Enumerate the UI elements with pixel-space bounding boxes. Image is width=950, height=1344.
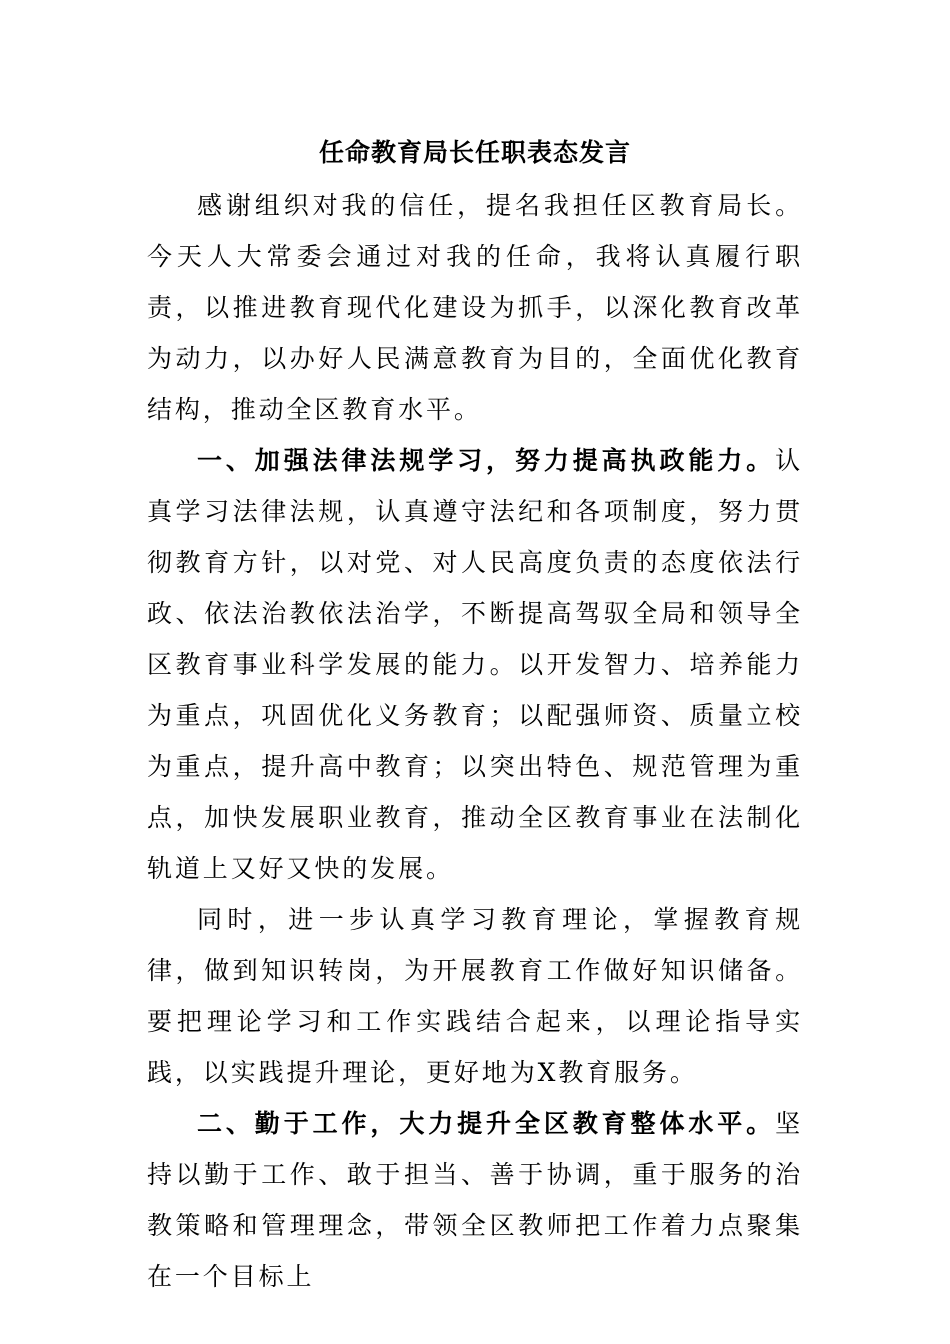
paragraph-section-two (147, 1098, 803, 1302)
paragraph-text: 坚持以勤于工作、敢于担当、善于协调，重于服务的治教策略和管理理念，带领全区教师把工作着力点聚集在一个目标上 (147, 1109, 803, 1291)
paragraph-text: 感谢组织对我的信任，提名我担任区教育局长。今天人大常委会通过对我的任命，我将认真履行职责，以推进教育现代化建设为抓手，以深化教育改革为动力，以办好人民满意教育为目的，全面优化教育结构，推动全区教育水平。 (147, 191, 803, 424)
paragraph-intro (147, 180, 803, 435)
document-title: 任命教育局长任职表态发言 (318, 138, 631, 167)
document-body (147, 180, 803, 1302)
paragraph-section-one (147, 435, 803, 894)
paragraph-text: 同时，进一步认真学习教育理论，掌握教育规律，做到知识转岗，为开展教育工作做好知识储备。要把理论学习和工作实践结合起来，以理论指导实践，以实践提升理论，更好地为X教育服务。 (147, 905, 803, 1087)
paragraph-section-one-continued (147, 894, 803, 1098)
section-heading: 一、加强法律法规学习，努力提高执政能力。 (197, 446, 776, 475)
section-heading: 二、勤于工作，大力提升全区教育整体水平。 (197, 1109, 776, 1138)
paragraph-text: 认真学习法律法规，认真遵守法纪和各项制度，努力贯彻教育方针，以对党、对人民高度负责的态度依法行政、依法治教依法治学，不断提高驾驭全局和领导全区教育事业科学发展的能力。以开发智力、培养能力为重点，巩固优化义务教育；以配强师资、质量立校为重点，提升高中教育；以突出特色、规范管理为重点，加快发展职业教育，推动全区教育事业在法制化轨道上又好又快的发展。 (147, 446, 803, 883)
